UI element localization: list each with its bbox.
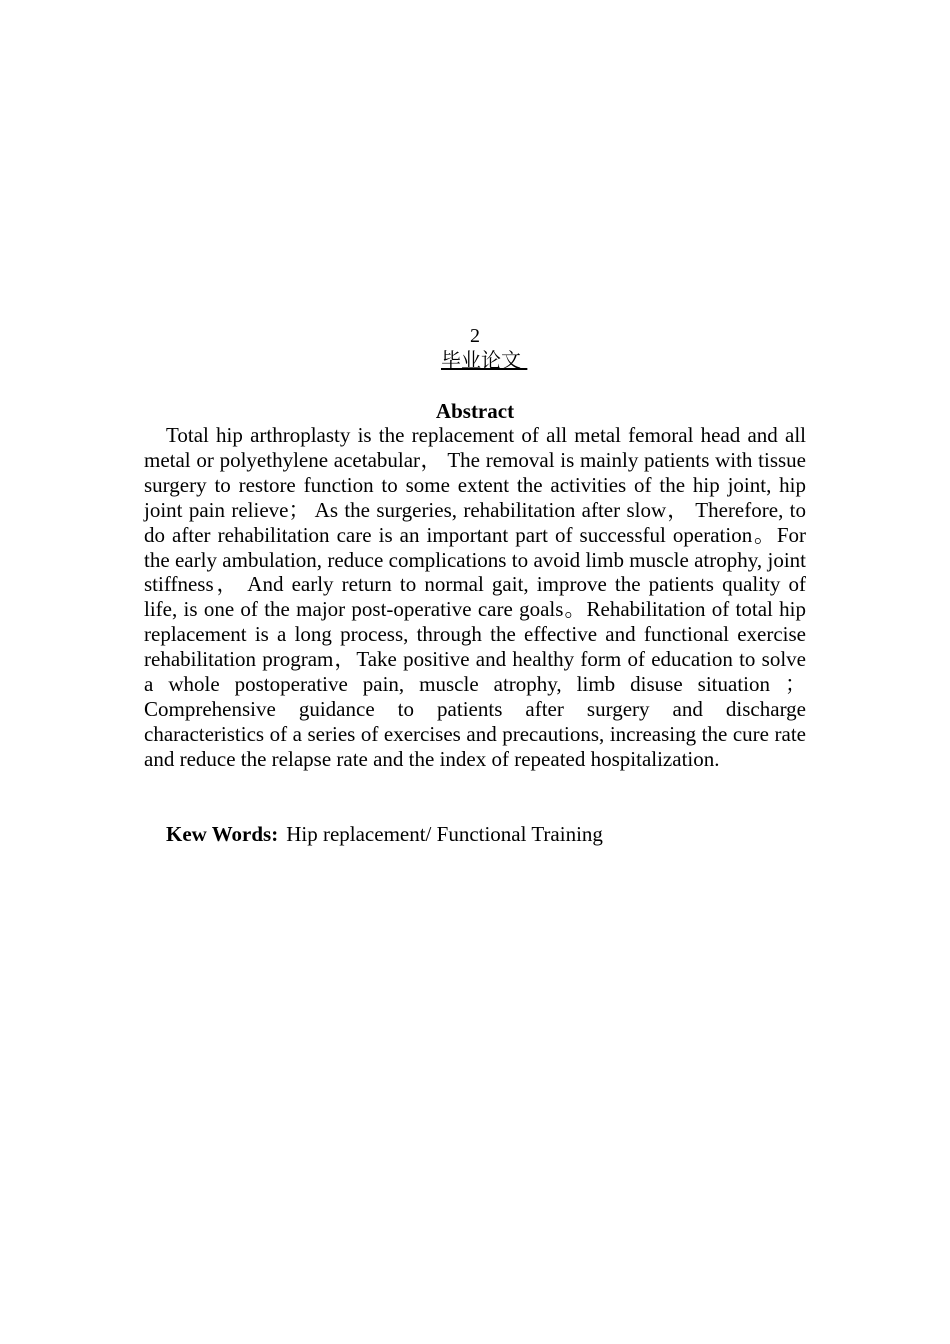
abstract-heading: Abstract (435, 399, 515, 423)
keywords-line (166, 821, 603, 847)
abstract-body: Total hip arthroplasty is the replacement of all metal femoral head and all metal or polyethylene acetabular， The removal is mainly patients with tissue surgery to restore function to some extent the activities of the hip joint, hip joint pain relieve； As the surgeries, rehabilitation after slow， Therefore, to do after rehabilitation care is an important part of successful operation。For the early ambulation, reduce complications to avoid limb muscle atrophy, joint stiffness， And early return to normal gait, improve the patients quality of life, is one of the major post-operative care goals。Rehabilitation of total hip replacement is a long process, through the effective and functional exercise rehabilitation program，Take positive and healthy form of education to solve a whole postoperative pain, muscle atrophy, limb disuse situation ； Comprehensive guidance to patients after surgery and discharge characteristics of a series of exercises and precautions, increasing the cure rate and reduce the relapse rate and the index of repeated hospitalization. (144, 423, 806, 771)
keywords-label: Kew Words: (166, 822, 279, 846)
keywords-value: Hip replacement/ Functional Training (286, 822, 603, 846)
page-number: 2 (470, 325, 480, 347)
thesis-header-title: 毕业论文 (441, 348, 528, 372)
